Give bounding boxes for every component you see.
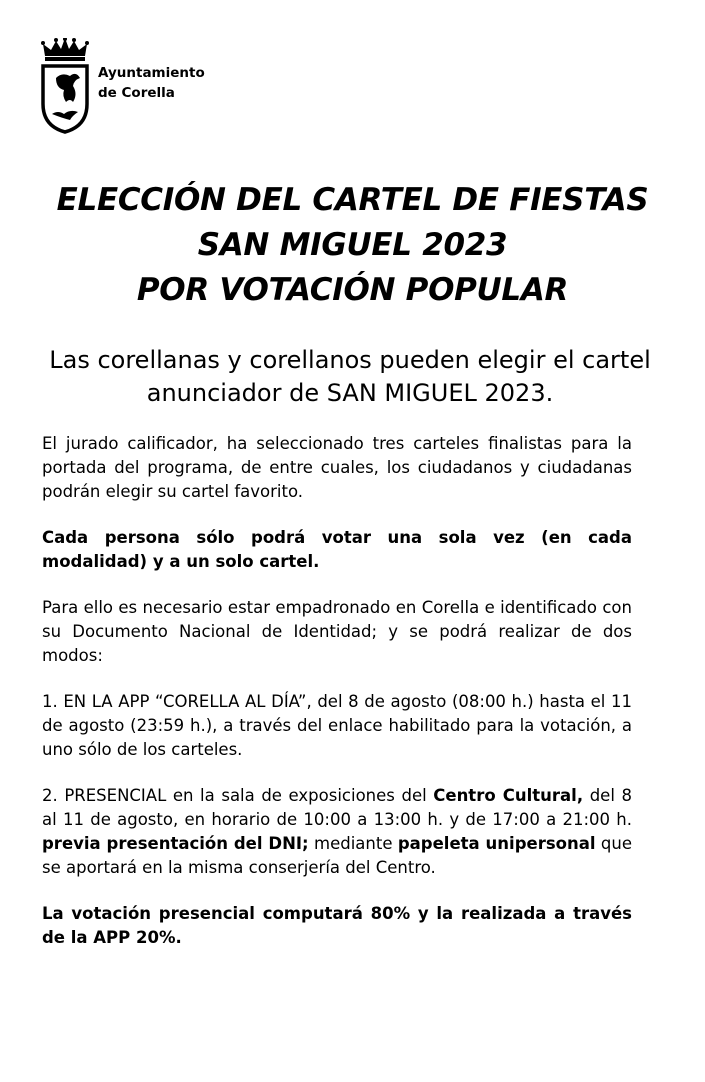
paragraph-app-voting: 1. EN LA APP “CORELLA AL DÍA”, del 8 de agosto (08:00 h.) hasta el 11 de agosto (23:59 h.), a través del enlace habilitado para la votación, a uno sólo de los carteles.	[42, 692, 632, 759]
p5-text-4: que se aportará en la misma conserjería del Centro.	[42, 834, 632, 877]
paragraph-in-person-voting	[42, 784, 632, 880]
p5-bold-3: papeleta unipersonal	[397, 834, 596, 853]
paragraph-weighting: La votación presencial computará 80% y la realizada a través de la APP 20%.	[42, 904, 632, 947]
p5-text-1: 2. PRESENCIAL en la sala de exposiciones del	[42, 786, 434, 805]
header	[40, 38, 205, 134]
p5-text-2: del 8 al 11 de agosto, en horario de 10:00 a 13:00 h. y de 17:00 a 21:00 h.	[42, 786, 632, 829]
paragraph-requirements: Para ello es necesario estar empadronado en Corella e identificado con su Documento Nacional de Identidad; y se podrá realizar de dos modos:	[42, 598, 632, 665]
paragraph-vote-rule: Cada persona sólo podrá votar una sola vez (en cada modalidad) y a un solo cartel.	[42, 528, 632, 571]
org-name	[98, 63, 205, 103]
page-title	[0, 178, 705, 313]
subtitle: Las corellanas y corellanos pueden elegir el cartel anunciador de SAN MIGUEL 2023.	[49, 346, 651, 407]
p5-bold-1: Centro Cultural,	[433, 786, 584, 805]
title-line1: ELECCIÓN DEL CARTEL DE FIESTAS	[56, 182, 649, 218]
org-name-line1: Ayuntamiento	[98, 65, 205, 81]
title-line3: POR VOTACIÓN POPULAR	[136, 272, 569, 308]
p5-text-3: mediante	[308, 834, 398, 853]
title-line2: SAN MIGUEL 2023	[197, 227, 508, 263]
document-body	[42, 432, 632, 972]
p5-bold-2: previa presentación del DNI;	[42, 834, 309, 853]
corella-coat-of-arms-icon	[40, 38, 90, 134]
paragraph-jury: El jurado calificador, ha seleccionado tres carteles finalistas para la portada del programa, de entre cuales, los ciudadanos y ciudadanas podrán elegir su cartel favorito.	[42, 434, 632, 501]
org-name-line2: de Corella	[98, 85, 175, 101]
